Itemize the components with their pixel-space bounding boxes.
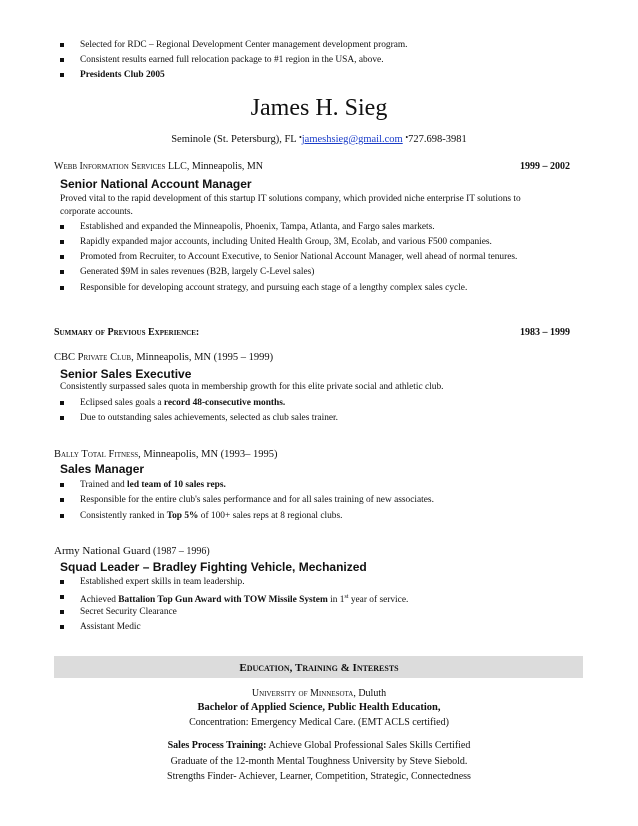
- bullet-text: Selected for RDC – Regional Development Center management development program.: [80, 40, 408, 50]
- bullet-text: Eclipsed sales goals a record 48-consecutive months.: [80, 398, 286, 408]
- bullet-text: Consistently ranked in Top 5% of 100+ sales reps at 8 regional clubs.: [80, 511, 343, 521]
- bullet-text: Responsible for developing account strategy, and pursuing each stage of a lengthy complex sales cycle.: [80, 283, 468, 293]
- bullet-text: Established and expanded the Minneapolis, Phoenix, Tampa, Atlanta, and Fargo sales markets.: [80, 222, 435, 232]
- bullet-icon: [60, 401, 64, 405]
- company-name: Bally Total Fitness: [54, 449, 139, 460]
- job-title: Senior National Account Manager: [60, 177, 252, 191]
- company-location: , Minneapolis, MN: [186, 161, 263, 172]
- company-location: , Minneapolis, MN (1993– 1995): [138, 449, 278, 460]
- page-title: James H. Sieg: [250, 95, 388, 121]
- separator-icon: •: [298, 133, 302, 142]
- section-heading: Summary of Previous Experience:: [54, 327, 200, 338]
- job-description: Proved vital to the rapid development of this startup IT solutions company, which provided niche enterprise IT solutions to: [60, 194, 521, 204]
- bullet-icon: [60, 73, 64, 77]
- bullet-text: Assistant Medic: [80, 622, 141, 632]
- bullet-text: Rapidly expanded major accounts, including United Health Group, 3M, Ecolab, and various F500 companies.: [80, 237, 492, 247]
- bullet-icon: [60, 43, 64, 47]
- company-name: Webb Information Services LLC: [54, 161, 187, 172]
- company-line: [54, 161, 263, 172]
- graduate-line: Graduate of the 12-month Mental Toughness University by Steve Siebold.: [170, 756, 468, 767]
- training-line: [0, 740, 638, 751]
- contact-line: [0, 131, 638, 146]
- job-title: Sales Manager: [60, 462, 145, 476]
- bullet-icon: [60, 580, 64, 584]
- bullet-icon: [60, 58, 64, 62]
- bullet-icon: [60, 514, 64, 518]
- bullet-text: Secret Security Clearance: [80, 607, 177, 617]
- bullet-text: Presidents Club 2005: [80, 70, 165, 80]
- concentration-line: Concentration: Emergency Medical Care. (EMT ACLS certified): [189, 717, 449, 728]
- date-range: 1983 – 1999: [520, 327, 570, 338]
- training-text: Achieve Global Professional Sales Skills Certified: [266, 740, 471, 751]
- company-line: [54, 545, 210, 557]
- university-name: University of Minnesota: [251, 688, 354, 699]
- bullet-icon: [60, 240, 64, 244]
- university-city: , Duluth: [353, 688, 387, 699]
- email-link[interactable]: jameshsieg@gmail.com: [301, 134, 403, 145]
- bullet-text: Trained and led team of 10 sales reps.: [80, 480, 226, 490]
- bullet-text: Due to outstanding sales achievements, selected as club sales trainer.: [80, 413, 338, 423]
- university-line: [0, 688, 638, 699]
- bullet-icon: [60, 610, 64, 614]
- company-line: [54, 449, 278, 460]
- company-name: Army National Guard: [54, 545, 151, 557]
- bullet-text: Generated $9M in sales revenues (B2B, largely C-Level sales): [80, 267, 315, 277]
- bullet-text: Achieved Battalion Top Gun Award with TOW Missile System in 1st year of service.: [80, 594, 409, 606]
- bullet-icon: [60, 483, 64, 487]
- job-description: corporate accounts.: [60, 207, 133, 217]
- section-heading: Education, Training & Interests: [239, 662, 399, 674]
- bullet-icon: [60, 225, 64, 229]
- training-label: Sales Process Training:: [167, 740, 267, 751]
- bullet-icon: [60, 270, 64, 274]
- company-location: , Minneapolis, MN (1995 – 1999): [131, 352, 274, 363]
- bullet-icon: [60, 498, 64, 502]
- date-range: 1999 – 2002: [520, 161, 570, 172]
- bullet-icon: [60, 595, 64, 599]
- bullet-icon: [60, 416, 64, 420]
- phone-text: 727.698-3981: [408, 134, 467, 145]
- bullet-text: Promoted from Recruiter, to Account Executive, to Senior National Account Manager, well ahead of normal tenures.: [80, 252, 518, 262]
- job-description: Consistently surpassed sales quota in membership growth for this elite private social and athletic club.: [60, 382, 444, 392]
- strengths-line: Strengths Finder- Achiever, Learner, Competition, Strategic, Connectedness: [167, 771, 471, 782]
- bullet-icon: [60, 625, 64, 629]
- company-dates: (1987 – 1996): [150, 546, 210, 557]
- bullet-icon: [60, 286, 64, 290]
- company-name: CBC Private Club: [54, 352, 132, 363]
- company-line: [54, 352, 273, 363]
- bullet-text: Established expert skills in team leadership.: [80, 577, 245, 587]
- job-title: Squad Leader – Bradley Fighting Vehicle, Mechanized: [60, 560, 367, 574]
- bullet-text: Consistent results earned full relocation package to #1 region in the USA, above.: [80, 55, 384, 65]
- bullet-icon: [60, 255, 64, 259]
- separator-icon: •: [405, 133, 409, 142]
- degree-line: Bachelor of Applied Science, Public Health Education,: [197, 702, 441, 713]
- location-text: Seminole (St. Petersburg), FL: [171, 134, 297, 145]
- job-title: Senior Sales Executive: [60, 367, 192, 381]
- bullet-text: Responsible for the entire club's sales performance and for all sales training of new associates.: [80, 495, 434, 505]
